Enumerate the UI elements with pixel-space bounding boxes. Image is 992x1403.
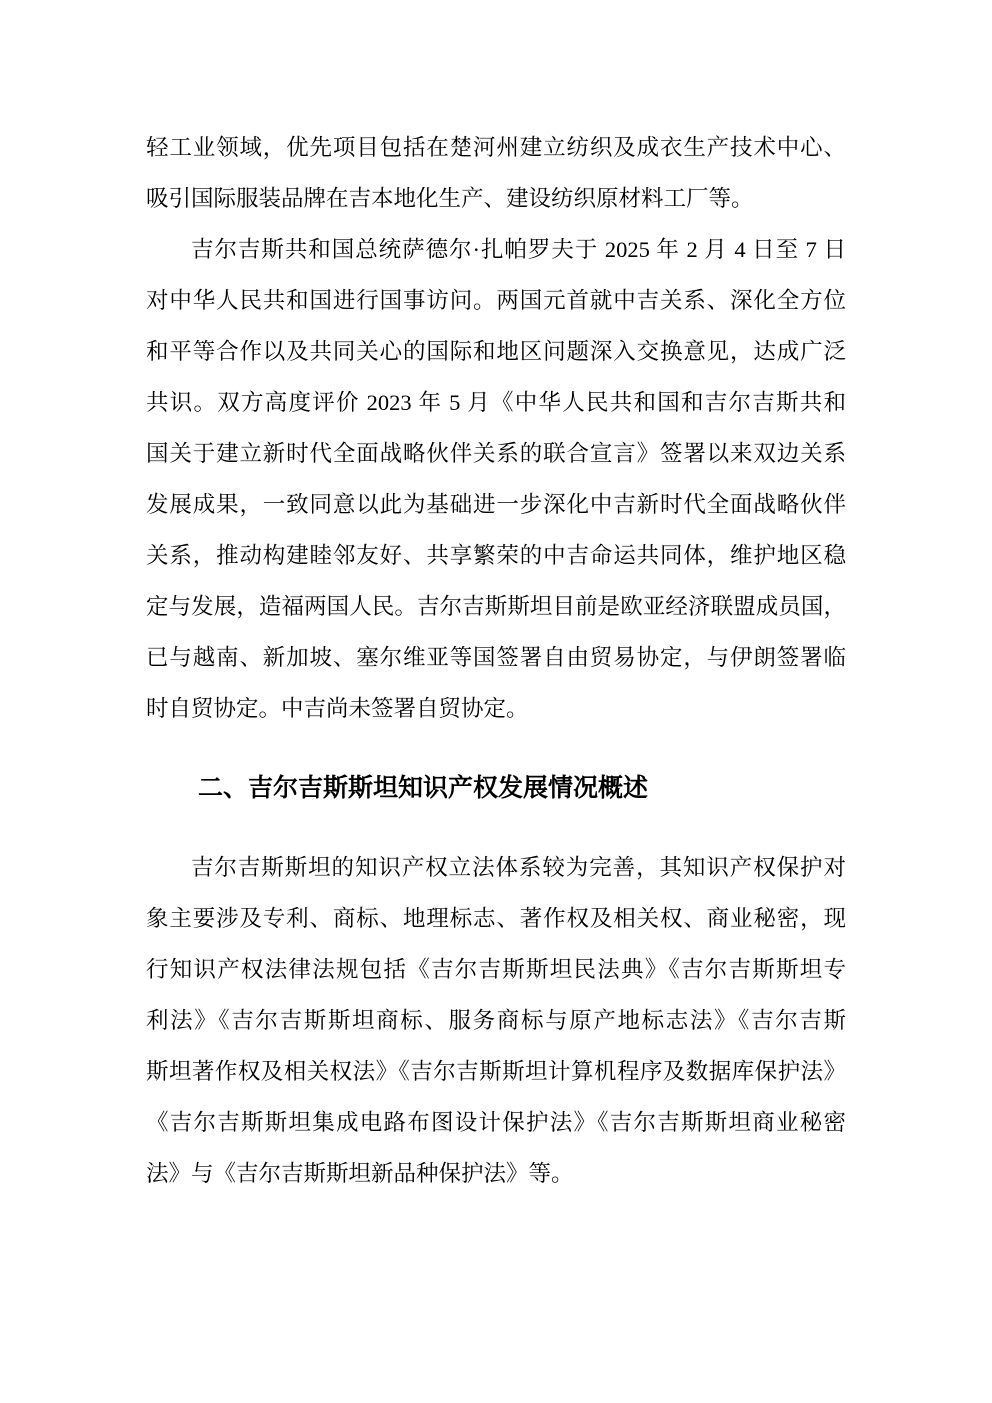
text-line: 关系，推动构建睦邻友好、共享繁荣的中吉命运共同体，维护地区稳 xyxy=(146,543,846,568)
paragraph-ip-overview xyxy=(146,842,846,1199)
text-line: 利法》《吉尔吉斯斯坦商标、服务商标与原产地标志法》《吉尔吉斯 xyxy=(146,1008,846,1033)
text-content-area xyxy=(146,122,846,1199)
paragraph-continuation xyxy=(146,122,846,224)
text-line: 行知识产权法律法规包括《吉尔吉斯斯坦民法典》《吉尔吉斯斯坦专 xyxy=(146,957,846,982)
text-line: 吸引国际服装品牌在吉本地化生产、建设纺织原材料工厂等。 xyxy=(146,186,754,211)
text-line: 轻工业领域，优先项目包括在楚河州建立纺织及成衣生产技术中心、 xyxy=(146,135,846,160)
section-heading: 二、吉尔吉斯斯坦知识产权发展情况概述 xyxy=(198,774,649,802)
text-line: 斯坦著作权及相关权法》《吉尔吉斯斯坦计算机程序及数据库保护法》 xyxy=(146,1059,846,1084)
paragraph-state-visit xyxy=(146,224,846,734)
text-line: 和平等合作以及共同关心的国际和地区问题深入交换意见，达成广泛 xyxy=(146,339,846,364)
text-line: 国关于建立新时代全面战略伙伴关系的联合宣言》签署以来双边关系 xyxy=(146,441,846,466)
text-line: 共识。双方高度评价 2023 年 5 月《中华人民共和国和吉尔吉斯共和 xyxy=(146,390,846,415)
text-line: 对中华人民共和国进行国事访问。两国元首就中吉关系、深化全方位 xyxy=(146,288,846,313)
text-line: 吉尔吉斯斯坦的知识产权立法体系较为完善，其知识产权保护对 xyxy=(191,855,846,880)
text-line: 象主要涉及专利、商标、地理标志、著作权及相关权、商业秘密，现 xyxy=(146,906,846,931)
text-line: 定与发展，造福两国人民。吉尔吉斯斯坦目前是欧亚经济联盟成员国， xyxy=(146,594,846,619)
text-line: 法》与《吉尔吉斯斯坦新品种保护法》等。 xyxy=(146,1161,574,1186)
text-line: 时自贸协定。中吉尚未签署自贸协定。 xyxy=(146,696,529,721)
text-line: 吉尔吉斯共和国总统萨德尔·扎帕罗夫于 2025 年 2 月 4 日至 7 日 xyxy=(191,237,846,262)
text-line: 已与越南、新加坡、塞尔维亚等国签署自由贸易协定，与伊朗签署临 xyxy=(146,645,846,670)
text-line: 发展成果，一致同意以此为基础进一步深化中吉新时代全面战略伙伴 xyxy=(146,492,846,517)
text-line: 《吉尔吉斯斯坦集成电路布图设计保护法》《吉尔吉斯斯坦商业秘密 xyxy=(146,1110,846,1135)
